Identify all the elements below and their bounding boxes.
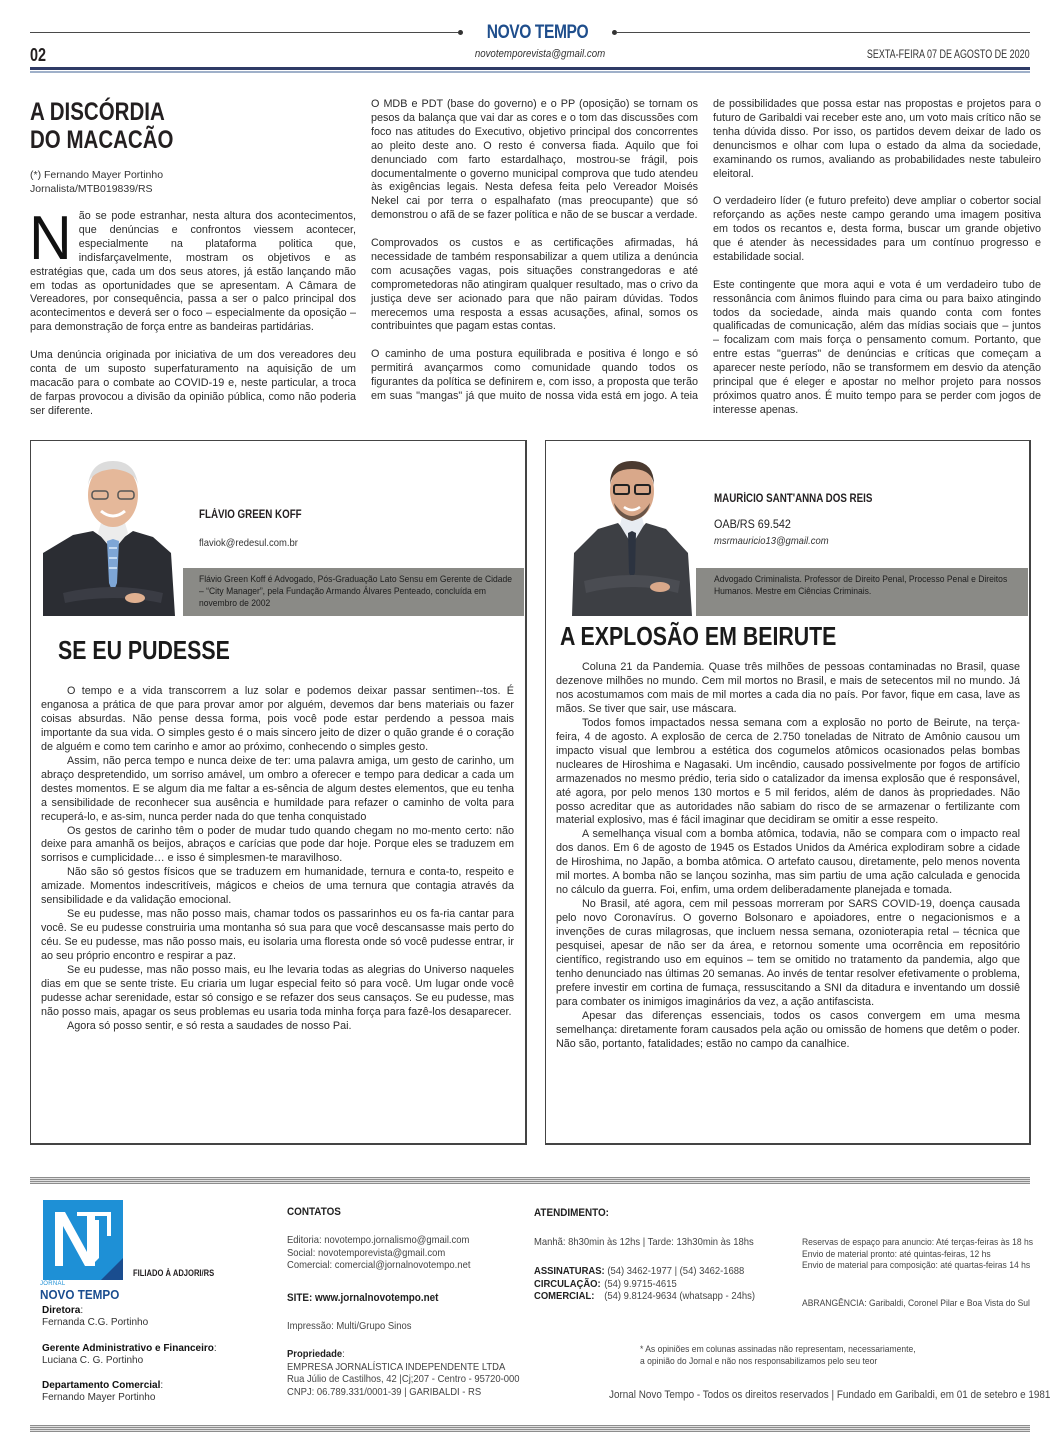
editorial-paragraph: Não se pode estranhar, nesta altura dos acontecimentos, que denúncias e confrontos viessem acontecer, especialmente na plataforma politica que, indisfarçavelmente, mostram os objetivos e as estratégias que, cada um dos seus atores, já estão lançando mão em todas as oportunidades que se apresentam. A Câmara de Vereadores, por consequência, passa a ser o palco principal dos acontecimentos e deverá ser o foco – especialmente da oposição – para demonstração de força entre as bandeiras partidárias. bbox=[29, 204, 356, 334]
editorial-paragraph: Comprovados os custos e as certificações afirmadas, há necessidade de também responsabilizar a quem utiliza a denúncia com acusações vagas, pois situações constrangedoras e até comprometedoras não atingiram qualquer resultado, mas o crivo da justiça deve ser acionado para que não pairam dúvidas. Todos merecemos uma resposta a essas acusações, afinal, somos os contribuintes que pagam estas contas. bbox=[371, 237, 698, 333]
staff-name: Fernando Mayer Portinho bbox=[42, 1392, 156, 1403]
portrait-icon bbox=[568, 453, 696, 616]
column-paragraph: Assim, não perca tempo e nunca deixe de ter: uma palavra amiga, um gesto de carinho, um abraço despretendido, um sorriso amável, um ombro a oferecer e tempo para dedicar a cada um destes momentos. E se algum dia me faltar a es-sência de algum destes elementos, que eu tenha a sensibilidade de reconhecer sua ausência e humildade para refazer o caminho de volta para recuperá-lo, e as-sim, nunca perder nada do que tenha conquistado bbox=[41, 754, 514, 823]
column-paragraph: Apesar das diferenças essenciais, todos os casos convergem em uma mesma semelhança: diretamente foram causados pela ação ou omissão de homens que detêm o poder. Não são, portanto, fatalidades; estão no campo da canalhice. bbox=[556, 1009, 1020, 1050]
column-paragraph: O tempo e a vida transcorrem a luz solar e podemos deixar passar sentimen--tos. É enganosa a prática de que para provar amor por alguém, devemos dar bens materiais ou fazer coisas absurdas. Não pense dessa forma, pois você pode estar perdendo a pessoa mais importante da sua vida. O simples gesto é o mais sincero jeito de dizer o quão grande é o coração de alguém e como tem carinho e amor ao próximo, conhecendo o simples gesto. bbox=[41, 685, 514, 753]
logo-corner bbox=[101, 1258, 123, 1280]
logo-small-text: JORNAL bbox=[40, 1281, 66, 1287]
author-oab: OAB/RS 69.542 bbox=[714, 517, 791, 531]
opinion-column-koff bbox=[30, 440, 527, 1145]
portrait-icon bbox=[43, 453, 183, 616]
column-paragraph: A semelhança visual com a bomba atômica, todavia, não se compara com o impacto real dos danos. Em 6 de agosto de 1945 os Estados Unidos da América explodiram sobre a cidade de Hiroshima, no Japão, a bomba atômica. O artefato causou, diretamente, pelo menos noventa mil mortes. A bomba não se lançou sozinha, mas sim partiu de uma ação calculada e genocida no cálculo da guerra. Foi, enfim, uma ordem deliberadamente planejada e tomada. bbox=[556, 828, 1020, 897]
comercial-phone[interactable]: (54) 9.8124-9634 (whatsapp - 24hs) bbox=[604, 1290, 755, 1302]
staff-role: Departamento Comercial bbox=[42, 1380, 161, 1391]
opinion-column-reis bbox=[545, 440, 1031, 1145]
comercial-label: COMERCIAL: bbox=[534, 1290, 595, 1302]
cnpj: CNPJ: 06.789.331/0001-39 | GARIBALDI - RS bbox=[287, 1385, 482, 1398]
editorial-paragraph: O verdadeiro líder (e futuro prefeito) deve ampliar o cobertor social reforçando as ações neste campo gerando uma imagem positiva em todos os recantos e, desta forma, buscar um grande objetivo que é atender às necessidades para um contínuo progresso e estabilidade social. bbox=[713, 195, 1041, 263]
prazos bbox=[802, 1237, 1033, 1272]
editorial-paragraph-continued bbox=[713, 98, 1041, 181]
impressao: Impressão: Multi/Grupo Sinos bbox=[287, 1320, 412, 1332]
atendimento-heading: ATENDIMENTO: bbox=[534, 1207, 609, 1219]
masthead-divider bbox=[30, 67, 1030, 70]
prazo-item: Envio de material pronto: até quintas-feiras, 12 hs bbox=[802, 1248, 991, 1260]
circulacao-phone[interactable]: (54) 9.9715-4615 bbox=[604, 1277, 677, 1290]
contato-editoria[interactable]: Editoria: novotempo.jornalismo@gmail.com bbox=[287, 1234, 470, 1246]
staff-entry: Departamento Comercial: Fernando Mayer Portinho bbox=[42, 1380, 164, 1403]
staff-name: Fernanda C.G. Portinho bbox=[42, 1317, 149, 1328]
editorial-column-2 bbox=[371, 98, 698, 404]
column-body bbox=[556, 661, 1020, 1052]
footer-rule-top bbox=[30, 1177, 1030, 1184]
editorial-paragraph: O MDB e PDT (base do governo) e o PP (oposição) se tornam os pesos da balança que vai dar as cores e o tom das discussões com foco nas atitudes do Executivo, objetivo principal dos concorrentes ao pleito deste ano. O resto é conversa fiada. Aquilo que foi denunciado com farto estardalhaço, mostrou-se frágil, pois documentalmente o governo municipal comprova que tudo atendeu às exigências legais. Nesta defesa feita pelo Vereador Moisés Nekel cai por terra o espalhafato (mas preocupante) que só demonstrou o afã de se fazer política e não de se buscar a verdade. bbox=[371, 98, 698, 222]
author-name: MAURÍCIO SANT'ANNA DOS REIS bbox=[714, 493, 873, 505]
prazo-item: Reservas de espaço para anuncio: Até terças-feiras às 18 hs bbox=[802, 1237, 1033, 1248]
contato-comercial[interactable]: Comercial: comercial@jornalnovotempo.net bbox=[287, 1259, 471, 1271]
telefones bbox=[534, 1265, 755, 1303]
disclaimer-line: * As opiniões em colunas assinadas não representam, necessariamente, bbox=[640, 1344, 916, 1355]
author-email[interactable]: flaviok@redesul.com.br bbox=[199, 537, 298, 549]
masthead-dot-left bbox=[458, 30, 463, 35]
assinaturas-phone[interactable]: (54) 3462-1977 | (54) 3462-1688 bbox=[607, 1265, 745, 1277]
contatos-emails bbox=[287, 1234, 470, 1272]
masthead-rule-right bbox=[616, 32, 1030, 33]
column-paragraph: Agora só posso sentir, e só resta a saudades de nosso Pai. bbox=[67, 1019, 352, 1032]
staff-entry: Diretora: Fernanda C.G. Portinho bbox=[42, 1305, 149, 1328]
editorial-byline bbox=[30, 168, 163, 196]
contatos-heading: CONTATOS bbox=[287, 1206, 341, 1218]
author-photo-koff bbox=[43, 453, 183, 616]
column-paragraph: Todos fomos impactados nessa semana com a explosão no porto de Beirute, na terça-feira, 4 de agosto. A explosão de cerca de 2.750 toneladas de Nitrato de Amônio causou um impacto visual que lembrou a estética dos cogumelos atômicos ocasionados pelas bombas nucleares de Hiroshima e Nagasaki. Um incêndio, causado possivelmente por fogos de artifício armazenados no mesmo prédio, teria sido o catalizador da imensa explosão que é responsável, até agora, por pelo menos 130 mortos e 5 mil feridos, além de danos às propriedades. Não posso acreditar que as autoridades não sabiam do risco de se armazenar o fertilizante com material explosivo, mas é fácil imaginar que decidiram se omitir a esse respeito. bbox=[556, 716, 1020, 827]
staff-name: Luciana C. G. Portinho bbox=[42, 1355, 144, 1366]
column-paragraph: Os gestos de carinho têm o poder de mudar tudo quando chegam no mo-mento certo: não deixe para amanhã os beijos, abraços e carícias que pode dar hoje. Porque eles se traduzem em sorrisos e cumplicidade… e isso é simplesmen-te maravilhoso. bbox=[41, 824, 514, 865]
editorial-title bbox=[30, 98, 174, 154]
page-number: 02 bbox=[30, 45, 47, 65]
column-paragraph: Coluna 21 da Pandemia. Quase três milhões de pessoas contaminadas no Brasil, quase dezenove milhões no mundo. Cem mil mortos no Brasil, e mais de setecentos mil no mundo. Já nos acostumamos com mais de mil mortes a cada dia no país. Por favor, fique em casa, lave as mãos. Se tiver que sair, use máscara. bbox=[556, 661, 1020, 715]
disclaimer bbox=[640, 1344, 916, 1367]
staff-role: Diretora bbox=[42, 1305, 81, 1316]
prazo-item: Envio de material para composição: até quartas-feiras 14 hs bbox=[802, 1260, 1031, 1271]
editorial-column-3 bbox=[713, 98, 1041, 432]
drop-cap: N bbox=[29, 204, 72, 273]
author-email[interactable]: msrmauricio13@gmail.com bbox=[714, 535, 829, 547]
column-paragraph: Se eu pudesse, mas não posso mais, eu lhe levaria todas as alegrias do Universo naqueles dias em que se sente triste. Eu criaria um lugar especial feito só para você. Um lugar onde você pudesse achar serenidade, estar só consigo e se refazer dos seus cansaços. Se eu pudesse, mas não posso mais, apagar os seus problemas eu usaria toda minha força para fazê-los desaparecer. bbox=[41, 964, 514, 1018]
circulacao-label: CIRCULAÇÃO: bbox=[534, 1277, 601, 1290]
editorial-title-line2: DO MACACÃO bbox=[30, 126, 174, 154]
masthead-email[interactable]: novotemporevista@gmail.com bbox=[474, 48, 606, 60]
staff-role: Gerente Administrativo e Financeiro bbox=[42, 1343, 214, 1354]
filiado-label: FILIADO À ADJORI/RS bbox=[133, 1268, 215, 1279]
assinaturas-label: ASSINATURAS: bbox=[534, 1265, 605, 1277]
column-body bbox=[41, 685, 514, 1034]
column-paragraph: Se eu pudesse, mas não posso mais, chamar todos os passarinhos eu os fa-ria cantar para você. Se eu pudesse construiria uma montanha só sua para que você descansasse mais perto do céu. Se eu pudesse, mas não posso mais, eu isolaria uma floresta onde só você pudesse entrar, ir ao seu próprio encontro e respirar a paz. bbox=[41, 908, 514, 963]
author-name: FLÁVIO GREEN KOFF bbox=[199, 509, 302, 521]
editorial-paragraph: O caminho de uma postura equilibrada e positiva é longo e só permitirá avançarmos como comunidade quando todos os figurantes da política se definirem e, com isso, a proposta que terão em suas "mangas" já que muito de nossa vida está em jogo. A teia bbox=[371, 348, 698, 402]
masthead-rule-left bbox=[30, 32, 458, 33]
editorial-column-1 bbox=[29, 204, 356, 432]
editorial-paragraph: Uma denúncia originada por iniciativa de um dos vereadores deu conta de um suposto superfaturamento na aquisição de um macacão para o combate ao COVID-19 e, neste particular, a troca de farpas provocou a divisão da opinião pública, como não poderia ser diferente. bbox=[30, 349, 356, 417]
footer-rule-bottom bbox=[30, 1425, 1030, 1432]
editorial-paragraph-continuation: de possibilidades que possa estar nas propostas e projetos para o futuro de Garibaldi vai receber este ano, um voto mais crítico não se tenha dúvida disso. Por isso, os partidos devem deixar de lado os denuncismos e olhar com lupa o estado da alma da sociedade, examinando os rumos, avaliando as probabilidades neste tabuleiro eleitoral. bbox=[713, 98, 1041, 180]
column-title: A EXPLOSÃO EM BEIRUTE bbox=[560, 621, 837, 651]
masthead-divider-light bbox=[30, 71, 1030, 73]
propriedade: Propriedade: EMPRESA JORNALÍSTICA INDEPENDENTE LTDA Rua Júlio de Castilhos, 42 |Cj;207 - Centro - 95720-000 CNPJ: 06.789.331/0001-39 | GARIBALDI - RS bbox=[287, 1348, 520, 1398]
column-title: SE EU PUDESSE bbox=[58, 635, 230, 665]
editorial-author: (*) Fernando Mayer Portinho bbox=[30, 169, 164, 181]
empresa: EMPRESA JORNALÍSTICA INDEPENDENTE LTDA bbox=[287, 1360, 506, 1373]
masthead-title: NOVO TEMPO bbox=[486, 22, 589, 43]
endereco: Rua Júlio de Castilhos, 42 |Cj;207 - Centro - 95720-000 bbox=[287, 1373, 520, 1385]
author-bio: Advogado Criminalista. Professor de Direito Penal, Processo Penal e Direitos Humanos. Mestre em Ciências Criminais. bbox=[714, 574, 1008, 597]
editorial-title-line1: A DISCÓRDIA bbox=[30, 98, 165, 126]
abrangencia: ABRANGÊNCIA: Garibaldi, Coronel Pilar e Boa Vista do Sul bbox=[802, 1298, 1030, 1309]
copyright: Jornal Novo Tempo - Todos os direitos reservados | Fundado em Garibaldi, em 01 de setebro e 1981 bbox=[609, 1389, 1051, 1401]
editorial-paragraph: Este contingente que mora aqui e vota é um verdadeiro tubo de ressonância com ânimos fluindo para cima ou para baixo atingindo todos da sociedade, ainda mais quando conta com fontes qualificadas de comunicação, além das mídias sociais que – juntos – focalizam com mais força o pensamento comum. Portanto, que entre estas "guerras" de denúncias e críticas que começam a aparecer neste período, não se transformem em desvio da atenção principal que é eleger e apostar no melhor projeto para nossos próximos quatro anos. É muito tempo para se perder com jogos de interesse apenas. bbox=[713, 278, 1041, 416]
contato-social[interactable]: Social: novotemporevista@gmail.com bbox=[287, 1246, 446, 1259]
masthead-date: SEXTA-FEIRA 07 DE AGOSTO DE 2020 bbox=[867, 49, 1030, 61]
column-paragraph: Não são só gestos físicos que se traduzem em humanidade, ternura e conta-to, respeito e amizade. Momentos indescritíveis, mágicos e cheios de uma ternura que contagia através da sensibilidade e da validação emocional. bbox=[41, 866, 514, 907]
propriedade-label: Propriedade bbox=[287, 1348, 343, 1360]
author-photo-reis bbox=[568, 453, 696, 616]
editorial-credential: Jornalista/MTB019839/RS bbox=[30, 183, 153, 195]
atendimento-horario: Manhã: 8h30min às 12hs | Tarde: 13h30min às 18hs bbox=[534, 1236, 754, 1248]
logo-icon bbox=[43, 1200, 123, 1280]
logo-name: NOVO TEMPO bbox=[40, 1287, 120, 1302]
author-bio: Flávio Green Koff é Advogado, Pós-Graduação Lato Sensu em Gerente de Cidade – “City Manager”, pela Fundação Armando Álvares Penteado, concluída em novembro de 2002 bbox=[199, 574, 513, 609]
column-paragraph: No Brasil, até agora, cem mil pessoas morreram por SARS COVID-19, doença causada pelo novo Coronavírus. O governo Bolsonaro e apoiadores, entre o negacionismos e a invenções de curas milagrosas, que incluem nessa semana, ozonioterapia retal – técnica que pesquisei, apesar de não ser da área, e retornou somente uma ocorrência em repositório científico, registrando uso em equinos – tem se omitido no tratamento da pandemia, algo que tenho denunciado nas últimas 20 semanas. Ao invés de tentar resolver efetivamente o problema, prefere investir em cortina de fumaça, ressuscitando a SNI da ditadura e inventando um dossiê para combater os inimigos imaginários da vez, a ação antifascista. bbox=[556, 898, 1020, 1008]
site-link[interactable]: SITE: www.jornalnovotempo.net bbox=[287, 1292, 439, 1304]
staff-entry: Gerente Administrativo e Financeiro: Luciana C. G. Portinho bbox=[42, 1343, 217, 1366]
disclaimer-line: a opinião do Jornal e não nos responsabilizamos pelo seu teor bbox=[640, 1355, 878, 1367]
